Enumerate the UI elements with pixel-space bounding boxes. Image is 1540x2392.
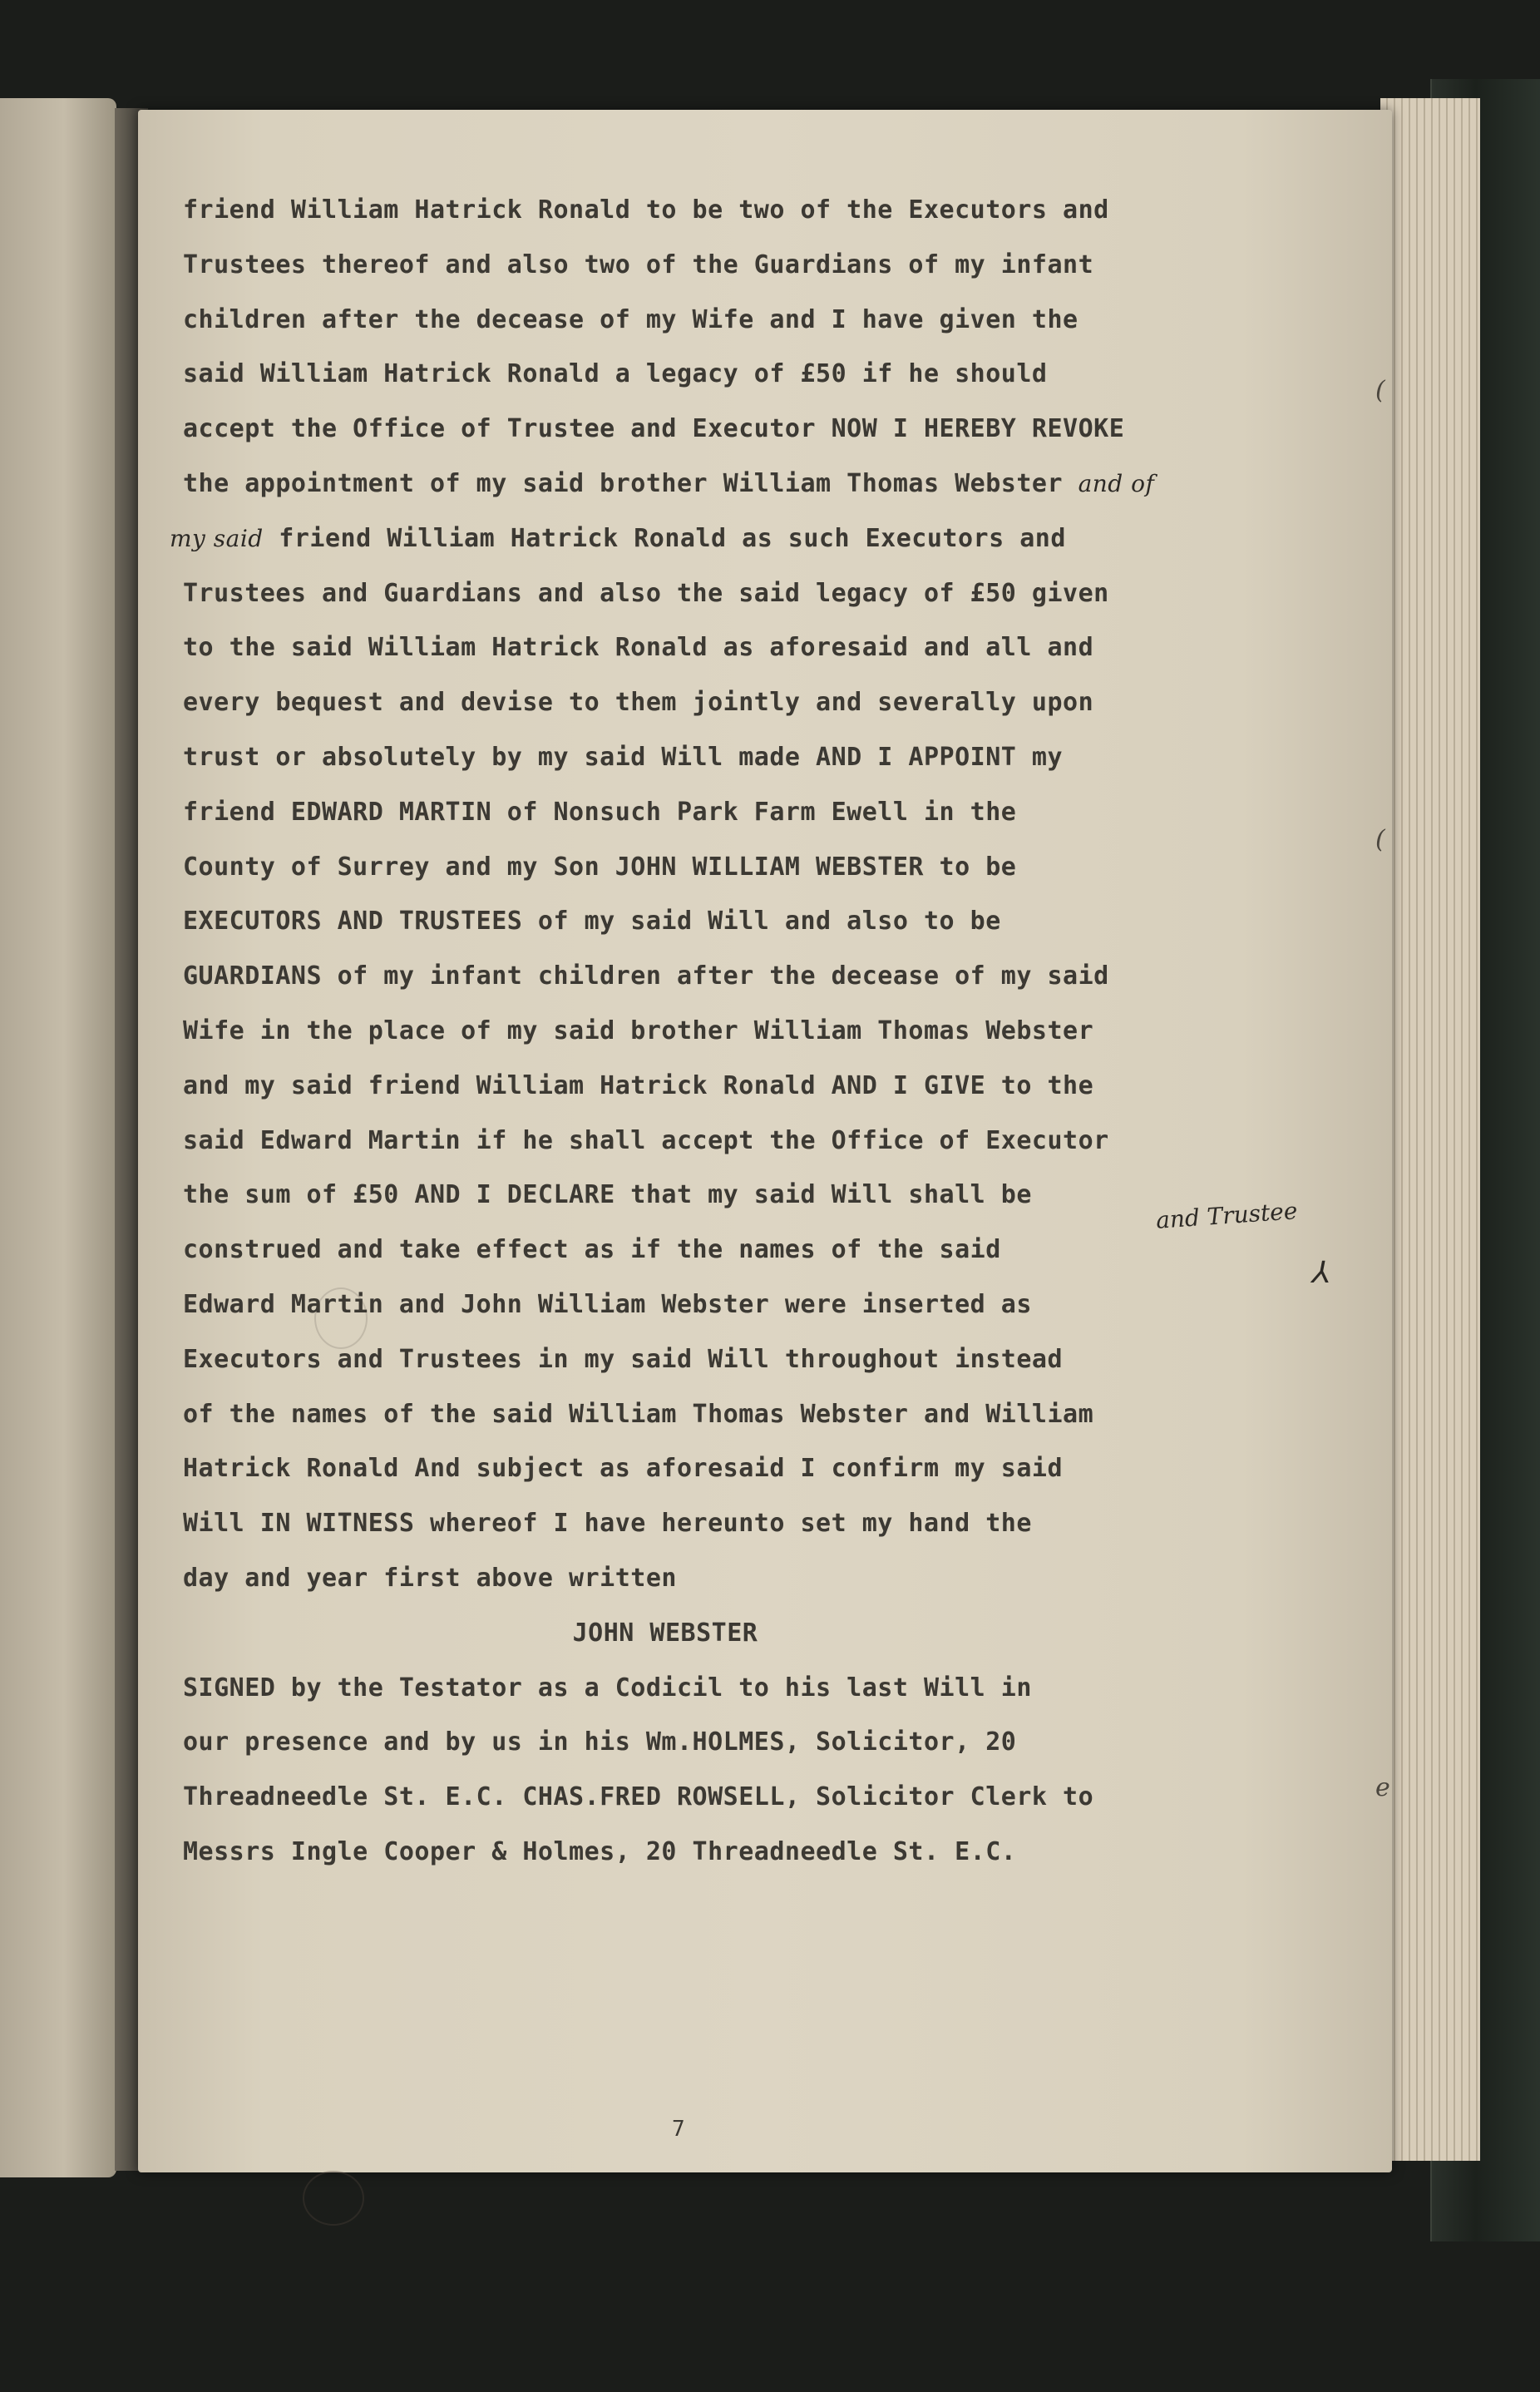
text-line: accept the Office of Trustee and Executor NOW I HEREBY REVOKE: [183, 414, 1125, 444]
edge-mark: (: [1375, 376, 1385, 405]
text-line: Wife in the place of my said brother William Thomas Webster: [183, 1016, 1094, 1045]
text-line: GUARDIANS of my infant children after the decease of my said: [183, 961, 1109, 991]
text-line: Trustees and Guardians and also the said legacy of £50 given: [183, 578, 1109, 608]
insertion-caret: ⅄: [1312, 1256, 1330, 1290]
edge-mark: e: [1375, 1773, 1390, 1802]
text-line: SIGNED by the Testator as a Codicil to his last Will in: [183, 1673, 1032, 1703]
text-line: to the said William Hatrick Ronald as aforesaid and all and: [183, 633, 1094, 663]
text-line: EXECUTORS AND TRUSTEES of my said Will and also to be: [183, 907, 1001, 937]
text-line: Hatrick Ronald And subject as aforesaid I confirm my said: [183, 1454, 1064, 1484]
handwritten-annotation: and Trustee: [1155, 1197, 1299, 1234]
typed-text: friend William Hatrick Ronald as such Executors and: [279, 523, 1066, 553]
inline-handwriting: my said: [170, 524, 264, 552]
text-line: [170, 512, 1297, 566]
text-line: said William Hatrick Ronald a legacy of £50 if he should: [183, 359, 1048, 389]
typed-text: the appointment of my said brother William Thomas Webster: [183, 468, 1064, 498]
text-line: and my said friend William Hatrick Ronald AND I GIVE to the: [183, 1070, 1094, 1100]
edge-mark: (: [1375, 825, 1385, 854]
folio-stamp: [303, 2171, 364, 2226]
testator-signature: JOHN WEBSTER: [572, 1618, 758, 1648]
text-line: Edward Martin and John William Webster were inserted as: [183, 1289, 1032, 1319]
text-line: our presence and by us in his Wm.HOLMES, Solicitor, 20: [183, 1727, 1017, 1757]
text-line: Executors and Trustees in my said Will throughout instead: [183, 1344, 1064, 1374]
text-line: construed and take effect as if the names of the said: [183, 1235, 1001, 1265]
text-line: trust or absolutely by my said Will made AND I APPOINT my: [183, 742, 1064, 772]
left-page-edge: [0, 98, 116, 2177]
text-line: the sum of £50 AND I DECLARE that my said Will shall be: [183, 1180, 1032, 1210]
text-line: children after the decease of my Wife and I have given the: [183, 304, 1078, 334]
codicil-text: [170, 183, 1297, 1880]
text-line: Will IN WITNESS whereof I have hereunto set my hand the: [183, 1509, 1032, 1539]
text-line: of the names of the said William Thomas Webster and William: [183, 1399, 1094, 1429]
page-stack-edge: [1380, 98, 1480, 2161]
text-line: [183, 457, 1297, 512]
text-line: every bequest and devise to them jointly and severally upon: [183, 688, 1094, 718]
text-line: County of Surrey and my Son JOHN WILLIAM WEBSTER to be: [183, 852, 1017, 882]
text-line: Messrs Ingle Cooper & Holmes, 20 Threadneedle St. E.C.: [183, 1836, 1017, 1866]
text-line: said Edward Martin if he shall accept the Office of Executor: [183, 1125, 1109, 1155]
text-line: friend William Hatrick Ronald to be two of the Executors and: [183, 195, 1109, 225]
text-line: Threadneedle St. E.C. CHAS.FRED ROWSELL, Solicitor Clerk to: [183, 1782, 1094, 1812]
text-line: Trustees thereof and also two of the Guardians of my infant: [183, 250, 1094, 279]
text-line: day and year first above written: [183, 1563, 677, 1593]
inline-handwriting: and of: [1078, 469, 1155, 497]
text-line: friend EDWARD MARTIN of Nonsuch Park Farm Ewell in the: [183, 797, 1017, 827]
page-number: 7: [672, 2117, 685, 2142]
